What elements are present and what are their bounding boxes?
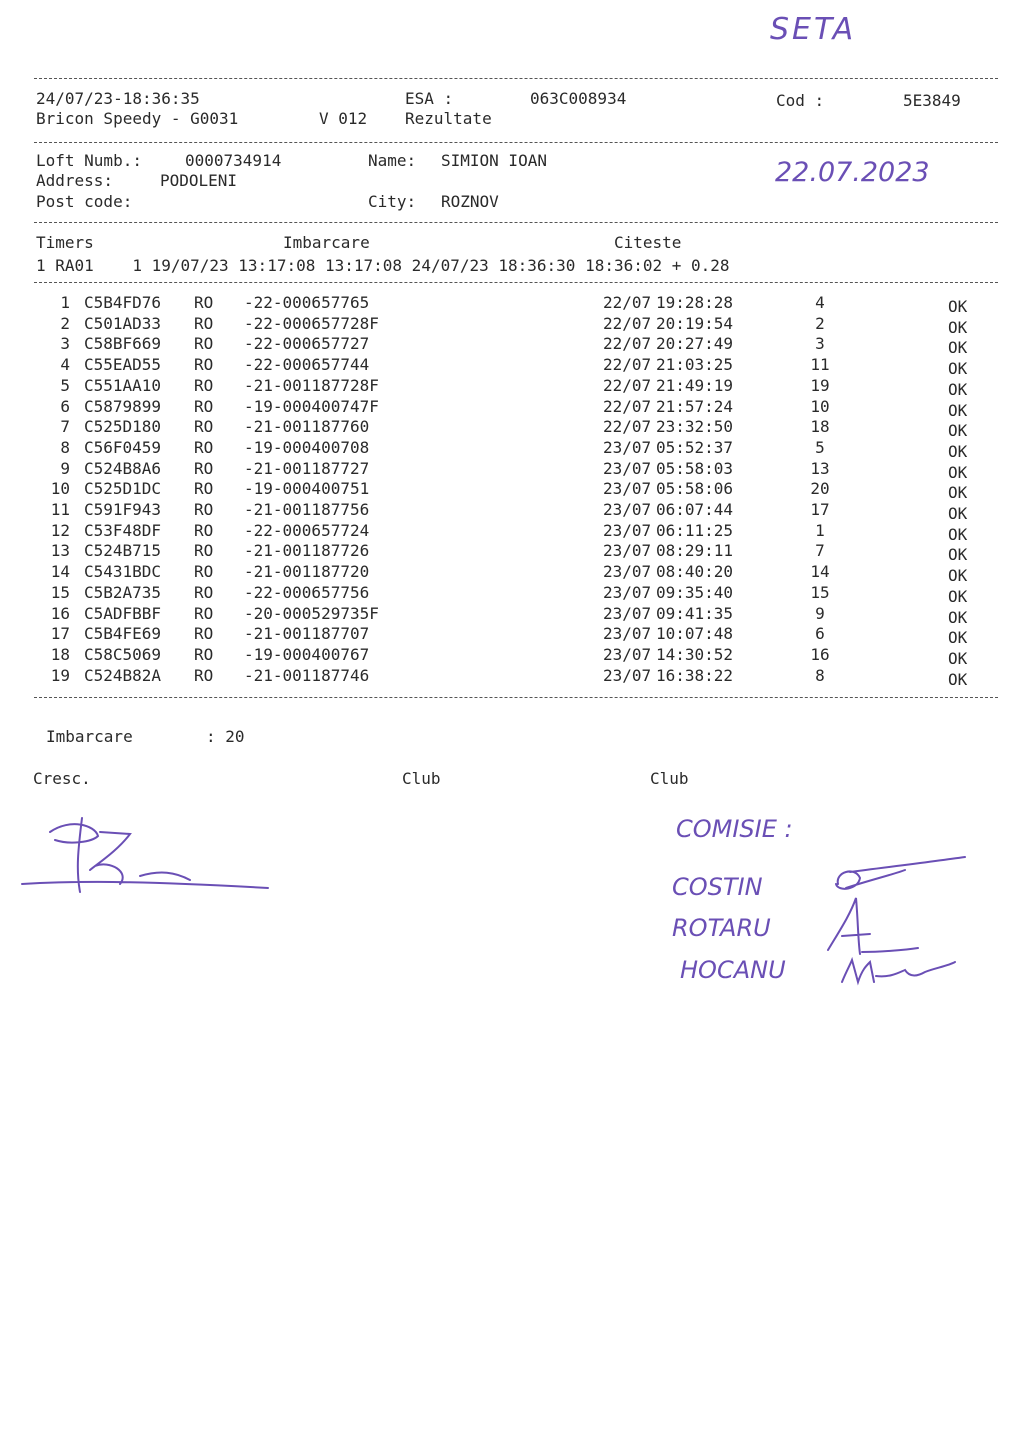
arrival-date: 22/07 bbox=[603, 396, 652, 416]
arrival-date: 22/07 bbox=[603, 417, 652, 437]
ring-number: -21-001187756 bbox=[244, 500, 370, 519]
loft-value: 0000734914 bbox=[185, 151, 282, 170]
esa-value: 063C008934 bbox=[530, 89, 627, 108]
rank: 16 bbox=[810, 644, 830, 664]
handwritten-member: COSTIN bbox=[672, 873, 763, 901]
arrival-time: 05:58:03 bbox=[656, 458, 734, 478]
status: OK bbox=[948, 566, 968, 586]
ring-id: C525D180 bbox=[84, 417, 162, 437]
arrival-date: 23/07 bbox=[603, 479, 652, 499]
rank: 15 bbox=[810, 582, 830, 602]
esa-label: ESA : bbox=[405, 89, 454, 108]
country-code: RO bbox=[194, 293, 214, 312]
rank: 20 bbox=[810, 479, 830, 499]
handwritten-date: 22.07.2023 bbox=[775, 157, 930, 188]
ring-number: -19-000400767 bbox=[244, 644, 370, 664]
status: OK bbox=[948, 524, 968, 544]
country-code: RO bbox=[194, 313, 214, 333]
ring-number: -21-001187726 bbox=[244, 541, 370, 561]
handwritten-member: ROTARU bbox=[672, 914, 771, 942]
club-label: Club bbox=[402, 769, 441, 788]
country-code: RO bbox=[194, 417, 214, 437]
arrival-date: 23/07 bbox=[603, 582, 652, 602]
row-index: 15 bbox=[50, 582, 70, 602]
name-value: SIMION IOAN bbox=[441, 151, 547, 170]
country-code: RO bbox=[194, 562, 214, 582]
rank: 10 bbox=[810, 396, 830, 416]
arrival-time: 10:07:48 bbox=[656, 624, 734, 644]
ring-id: C53F48DF bbox=[84, 520, 162, 540]
rank: 18 bbox=[810, 417, 830, 437]
imbarcare-header: Imbarcare bbox=[283, 233, 370, 252]
ring-id: C5B4FD76 bbox=[84, 293, 162, 312]
ring-number: -19-000400708 bbox=[244, 437, 370, 457]
arrival-time: 21:57:24 bbox=[656, 396, 734, 416]
city-label: City: bbox=[368, 192, 417, 211]
row-index: 17 bbox=[50, 624, 70, 644]
status: OK bbox=[948, 669, 968, 689]
row-index: 6 bbox=[60, 396, 70, 416]
report-type: Rezultate bbox=[405, 109, 492, 128]
rank: 19 bbox=[810, 375, 830, 395]
ring-number: -19-000400751 bbox=[244, 479, 370, 499]
row-index: 9 bbox=[60, 458, 70, 478]
ring-number: -21-001187746 bbox=[244, 665, 370, 685]
row-index: 12 bbox=[50, 520, 70, 540]
arrival-date: 23/07 bbox=[603, 520, 652, 540]
arrival-date: 23/07 bbox=[603, 562, 652, 582]
status: OK bbox=[948, 400, 968, 420]
timer-line: 1 RA01 1 19/07/23 13:17:08 13:17:08 24/07/23 18:36:30 18:36:02 + 0.28 bbox=[36, 256, 730, 275]
status: OK bbox=[948, 421, 968, 441]
arrival-time: 05:52:37 bbox=[656, 437, 734, 457]
arrival-date: 22/07 bbox=[603, 293, 652, 312]
row-index: 11 bbox=[50, 500, 70, 519]
country-code: RO bbox=[194, 396, 214, 416]
ring-number: -21-001187760 bbox=[244, 417, 370, 437]
row-index: 1 bbox=[60, 293, 70, 312]
ring-number: -22-000657727 bbox=[244, 334, 370, 354]
status: OK bbox=[948, 504, 968, 523]
arrival-time: 21:49:19 bbox=[656, 375, 734, 395]
row-index: 2 bbox=[60, 313, 70, 333]
address-label: Address: bbox=[36, 171, 114, 190]
row-index: 3 bbox=[60, 334, 70, 354]
arrival-date: 23/07 bbox=[603, 665, 652, 685]
arrival-date: 22/07 bbox=[603, 375, 652, 395]
arrival-time: 20:27:49 bbox=[656, 334, 734, 354]
ring-number: -22-000657756 bbox=[244, 582, 370, 602]
arrival-date: 23/07 bbox=[603, 541, 652, 561]
status: OK bbox=[948, 462, 968, 482]
arrival-time: 14:30:52 bbox=[656, 644, 734, 664]
member-signature bbox=[842, 960, 955, 982]
arrival-date: 22/07 bbox=[603, 334, 652, 354]
arrival-time: 08:29:11 bbox=[656, 541, 734, 561]
country-code: RO bbox=[194, 500, 214, 519]
arrival-time: 09:35:40 bbox=[656, 582, 734, 602]
rank: 4 bbox=[815, 293, 825, 312]
city-value: ROZNOV bbox=[441, 192, 499, 211]
citeste-header: Citeste bbox=[614, 233, 682, 252]
device-version: V 012 bbox=[319, 109, 368, 128]
rank: 5 bbox=[815, 437, 825, 457]
ring-id: C56F0459 bbox=[84, 437, 162, 457]
ring-id: C501AD33 bbox=[84, 313, 162, 333]
arrival-date: 23/07 bbox=[603, 437, 652, 457]
status: OK bbox=[948, 545, 968, 565]
arrival-time: 16:38:22 bbox=[656, 665, 734, 685]
row-index: 16 bbox=[50, 603, 70, 623]
country-code: RO bbox=[194, 355, 214, 375]
rank: 17 bbox=[810, 500, 830, 519]
rank: 3 bbox=[815, 334, 825, 354]
arrival-time: 23:32:50 bbox=[656, 417, 734, 437]
status: OK bbox=[948, 483, 968, 503]
ring-number: -22-000657744 bbox=[244, 355, 370, 375]
status: OK bbox=[948, 379, 968, 399]
arrival-time: 08:40:20 bbox=[656, 562, 734, 582]
country-code: RO bbox=[194, 334, 214, 354]
timers-label: Timers bbox=[36, 233, 94, 252]
row-index: 14 bbox=[50, 562, 70, 582]
handwritten-member: HOCANU bbox=[680, 956, 786, 984]
rank: 14 bbox=[810, 562, 830, 582]
status: OK bbox=[948, 441, 968, 461]
ring-number: -21-001187720 bbox=[244, 562, 370, 582]
arrival-time: 05:58:06 bbox=[656, 479, 734, 499]
status: OK bbox=[948, 648, 968, 668]
imbarcare-summary-label: Imbarcare bbox=[46, 727, 133, 746]
club-label: Club bbox=[650, 769, 689, 788]
arrival-date: 23/07 bbox=[603, 644, 652, 664]
row-index: 10 bbox=[50, 479, 70, 499]
rank: 9 bbox=[815, 603, 825, 623]
ring-number: -21-001187727 bbox=[244, 458, 370, 478]
country-code: RO bbox=[194, 603, 214, 623]
rank: 13 bbox=[810, 458, 830, 478]
country-code: RO bbox=[194, 375, 214, 395]
imbarcare-summary-value: : 20 bbox=[206, 727, 245, 746]
arrival-date: 22/07 bbox=[603, 313, 652, 333]
status: OK bbox=[948, 297, 968, 316]
rank: 2 bbox=[815, 313, 825, 333]
ring-id: C524B715 bbox=[84, 541, 162, 561]
country-code: RO bbox=[194, 644, 214, 664]
arrival-time: 09:41:35 bbox=[656, 603, 734, 623]
rank: 11 bbox=[810, 355, 830, 375]
member-signature bbox=[828, 898, 918, 954]
arrival-time: 06:11:25 bbox=[656, 520, 734, 540]
ring-number: -22-000657765 bbox=[244, 293, 370, 312]
country-code: RO bbox=[194, 458, 214, 478]
ring-id: C55EAD55 bbox=[84, 355, 162, 375]
device-name: Bricon Speedy - G0031 bbox=[36, 109, 239, 128]
row-index: 19 bbox=[50, 665, 70, 685]
rank: 1 bbox=[815, 520, 825, 540]
ring-id: C58C5069 bbox=[84, 644, 162, 664]
row-index: 18 bbox=[50, 644, 70, 664]
row-index: 13 bbox=[50, 541, 70, 561]
postcode-label: Post code: bbox=[36, 192, 133, 211]
status: OK bbox=[948, 607, 968, 627]
member-signature bbox=[836, 857, 965, 889]
row-index: 7 bbox=[60, 417, 70, 437]
ring-number: -19-000400747F bbox=[244, 396, 379, 416]
ring-number: -21-001187707 bbox=[244, 624, 370, 644]
ring-number: -21-001187728F bbox=[244, 375, 379, 395]
ring-id: C525D1DC bbox=[84, 479, 162, 499]
name-label: Name: bbox=[368, 151, 417, 170]
ring-id: C5ADFBBF bbox=[84, 603, 162, 623]
cod-value: 5E3849 bbox=[903, 91, 961, 110]
arrival-date: 23/07 bbox=[603, 500, 652, 519]
status: OK bbox=[948, 628, 968, 648]
status: OK bbox=[948, 586, 968, 606]
arrival-time: 19:28:28 bbox=[656, 293, 734, 312]
row-index: 5 bbox=[60, 375, 70, 395]
country-code: RO bbox=[194, 624, 214, 644]
ring-id: C5431BDC bbox=[84, 562, 162, 582]
arrival-date: 23/07 bbox=[603, 624, 652, 644]
ring-id: C524B82A bbox=[84, 665, 162, 685]
country-code: RO bbox=[194, 541, 214, 561]
ring-id: C551AA10 bbox=[84, 375, 162, 395]
arrival-time: 21:03:25 bbox=[656, 355, 734, 375]
rank: 6 bbox=[815, 624, 825, 644]
header-datetime: 24/07/23-18:36:35 bbox=[36, 89, 200, 108]
loft-label: Loft Numb.: bbox=[36, 151, 142, 170]
ring-id: C58BF669 bbox=[84, 334, 162, 354]
rank: 7 bbox=[815, 541, 825, 561]
cod-label: Cod : bbox=[776, 91, 825, 110]
ring-id: C5B2A735 bbox=[84, 582, 162, 602]
ring-number: -22-000657728F bbox=[244, 313, 379, 333]
ring-id: C5879899 bbox=[84, 396, 162, 416]
status: OK bbox=[948, 317, 968, 337]
country-code: RO bbox=[194, 582, 214, 602]
country-code: RO bbox=[194, 520, 214, 540]
breeder-signature bbox=[22, 818, 268, 892]
arrival-time: 20:19:54 bbox=[656, 313, 734, 333]
status: OK bbox=[948, 359, 968, 379]
cresc-label: Cresc. bbox=[33, 769, 91, 788]
ring-number: -20-000529735F bbox=[244, 603, 379, 623]
arrival-time: 06:07:44 bbox=[656, 500, 734, 519]
country-code: RO bbox=[194, 665, 214, 685]
ring-id: C524B8A6 bbox=[84, 458, 162, 478]
rank: 8 bbox=[815, 665, 825, 685]
status: OK bbox=[948, 338, 968, 358]
handwritten-seta: SETA bbox=[770, 12, 857, 47]
ring-id: C5B4FE69 bbox=[84, 624, 162, 644]
address-value: PODOLENI bbox=[160, 171, 238, 190]
country-code: RO bbox=[194, 479, 214, 499]
arrival-date: 22/07 bbox=[603, 355, 652, 375]
arrival-date: 23/07 bbox=[603, 603, 652, 623]
ring-id: C591F943 bbox=[84, 500, 162, 519]
row-index: 4 bbox=[60, 355, 70, 375]
country-code: RO bbox=[194, 437, 214, 457]
ring-number: -22-000657724 bbox=[244, 520, 370, 540]
row-index: 8 bbox=[60, 437, 70, 457]
handwritten-comisie: COMISIE : bbox=[676, 815, 793, 843]
arrival-date: 23/07 bbox=[603, 458, 652, 478]
